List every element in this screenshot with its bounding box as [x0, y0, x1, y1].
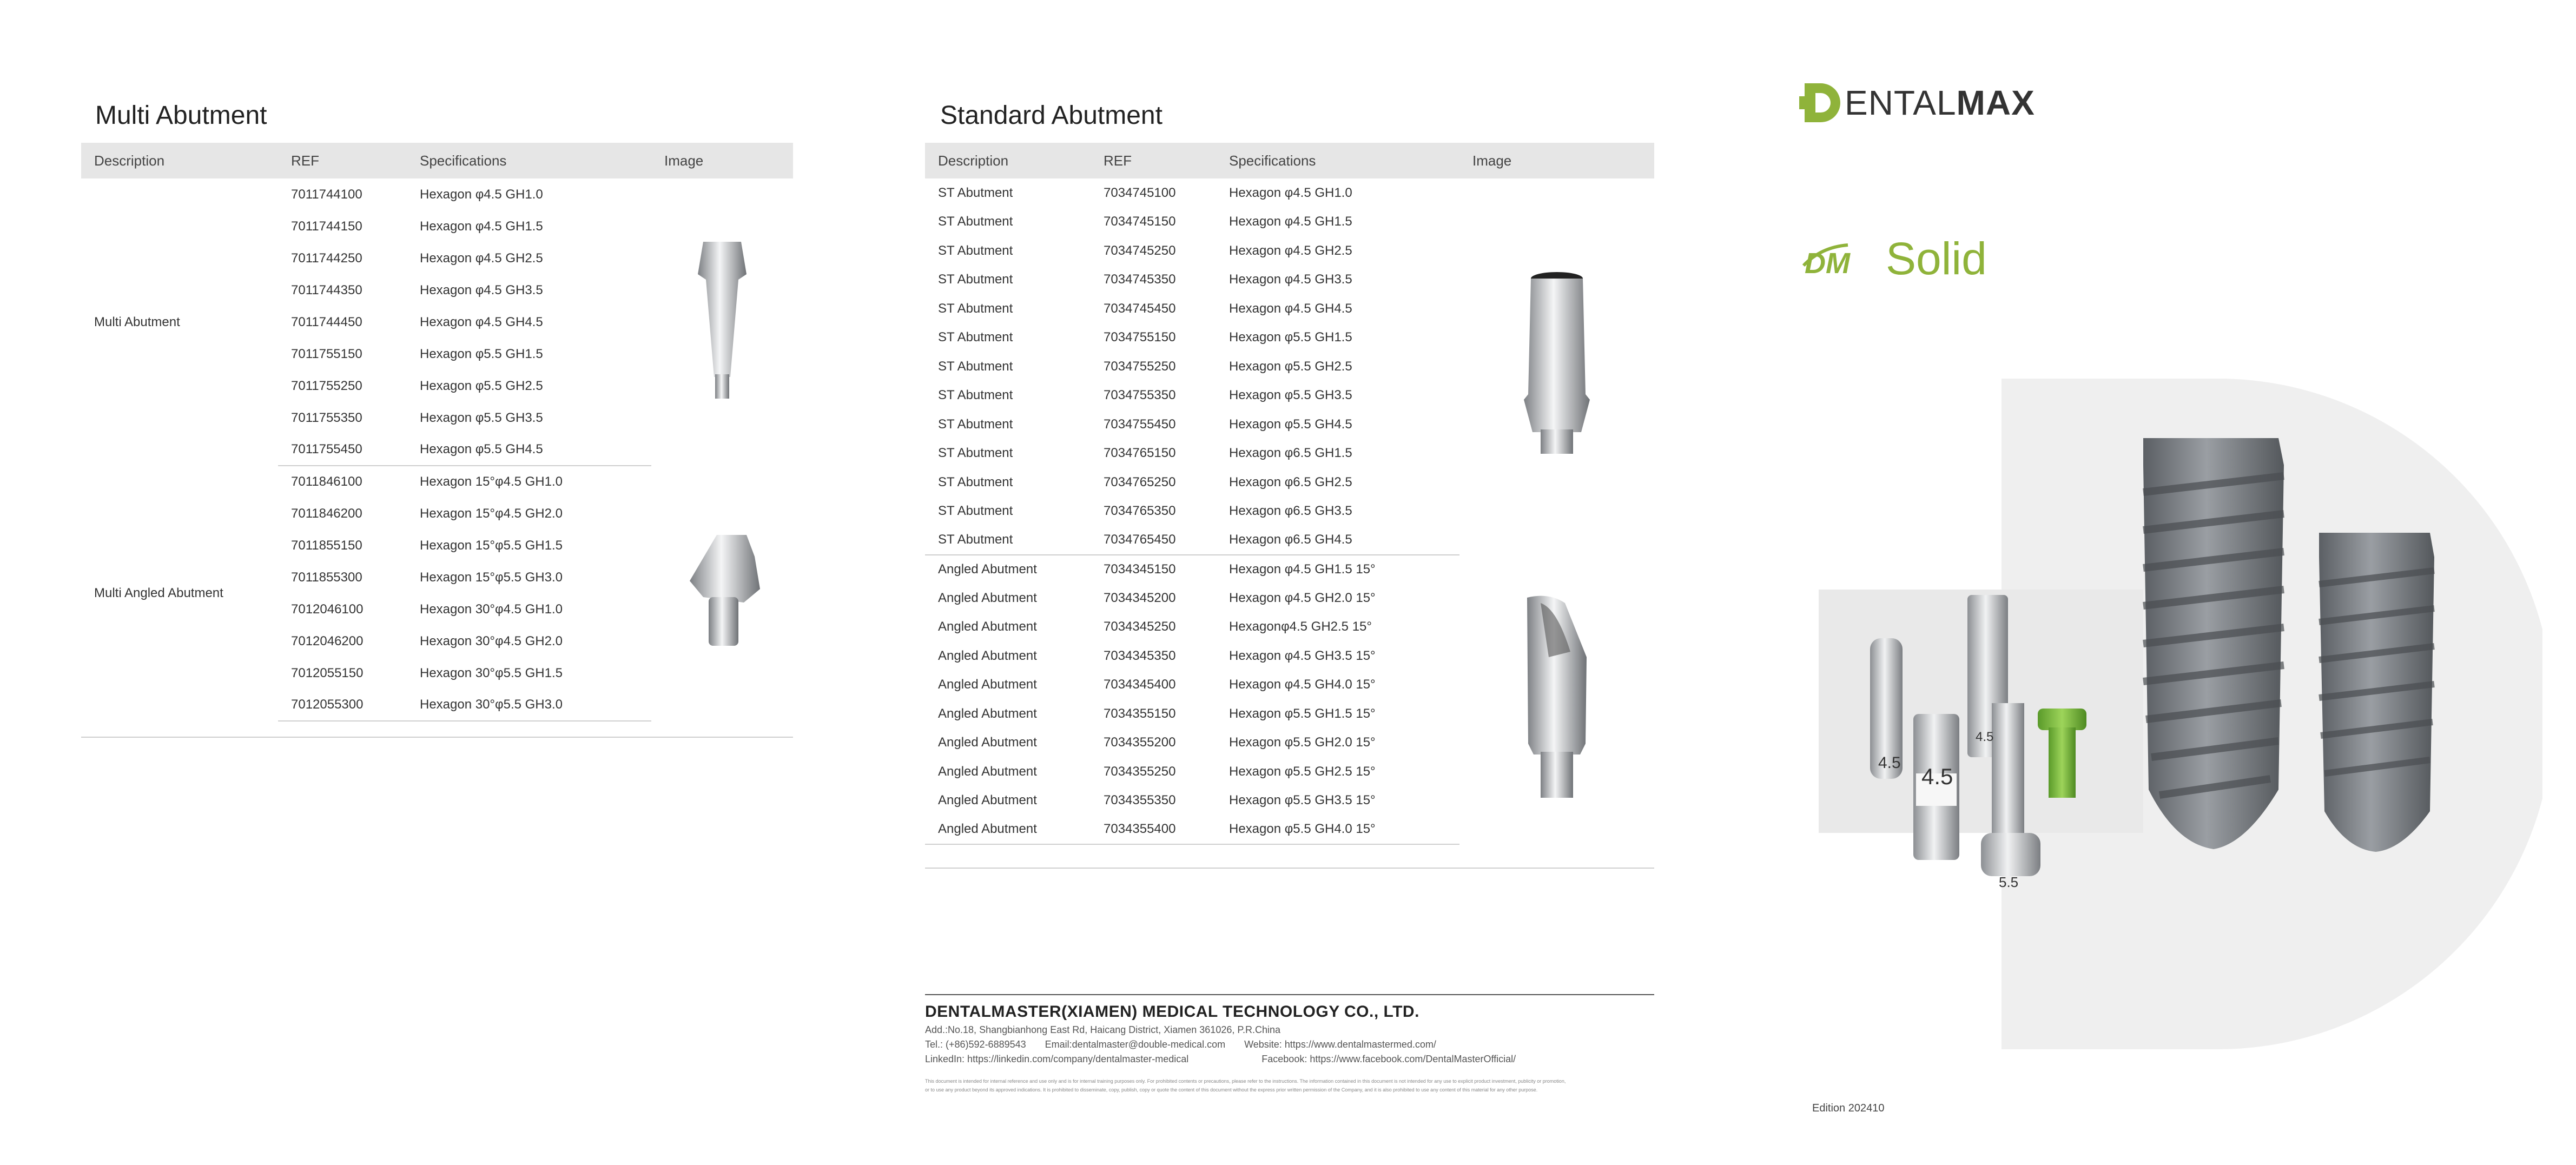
multi-angled-abutment-image	[679, 529, 765, 654]
row-ref: 7012055300	[278, 689, 407, 721]
st-abutment-image	[1522, 270, 1592, 459]
row-ref: 7011744100	[291, 187, 362, 202]
company-email[interactable]: Email:dentalmaster@double-medical.com	[1045, 1039, 1226, 1050]
row-specification: Hexagon 15°φ5.5 GH3.0	[420, 570, 563, 585]
row-description: ST Abutment	[938, 272, 1013, 287]
row-ref: 7011855150	[291, 538, 362, 553]
row-description: Angled Abutment	[938, 735, 1037, 750]
multi-abutment-image	[687, 236, 757, 404]
company-info	[925, 994, 1654, 1094]
row-description: ST Abutment	[938, 301, 1013, 316]
row-ref: 7011755250	[291, 378, 362, 393]
row-specification: Hexagon 15°φ4.5 GH1.0	[420, 474, 563, 489]
size-label: 4.5	[1921, 764, 1953, 789]
row-ref: 7034745150	[1104, 214, 1176, 229]
row-specification: Hexagon 30°φ5.5 GH1.5	[420, 665, 563, 680]
company-social-line	[925, 1054, 1654, 1065]
row-specification: Hexagon φ6.5 GH2.5	[1229, 474, 1352, 489]
row-specification: Hexagon φ4.5 GH1.5 15°	[1229, 561, 1376, 577]
row-specification: Hexagon 15°φ5.5 GH1.5	[420, 538, 563, 553]
size-label: 5.5	[1999, 874, 2019, 890]
row-ref: 7011744450	[291, 314, 362, 329]
solid-wordmark: Solid	[1886, 233, 1987, 284]
row-ref: 7034355400	[1091, 815, 1216, 844]
row-ref: 7034745350	[1104, 272, 1176, 287]
col-image: Image	[1459, 143, 1654, 178]
row-ref: 7034765350	[1104, 504, 1176, 519]
brand-wordmark-bold: MAX	[1956, 83, 2035, 122]
row-description: Angled Abutment	[938, 590, 1037, 605]
company-tel: Tel.: (+86)592-6889543	[925, 1039, 1026, 1050]
size-label: 4.5	[1878, 754, 1901, 772]
row-specification: Hexagon φ4.5 GH1.0	[1229, 185, 1352, 200]
row-description: ST Abutment	[938, 446, 1013, 461]
row-specification: Hexagon φ5.5 GH2.5 15°	[1229, 764, 1376, 779]
row-ref: 7012046200	[291, 633, 364, 648]
row-ref: 7011846200	[291, 506, 362, 521]
company-name: DENTALMASTER(XIAMEN) MEDICAL TECHNOLOGY CO., LTD.	[925, 1003, 1419, 1021]
row-specification: Hexagon 30°φ5.5 GH3.0	[407, 689, 651, 721]
col-specifications: Specifications	[1216, 143, 1459, 178]
row-description: ST Abutment	[938, 243, 1013, 258]
table-spacer-row	[925, 844, 1654, 868]
company-website[interactable]: Website: https://www.dentalmastermed.com/	[1244, 1039, 1436, 1050]
row-ref: 7011744150	[291, 219, 362, 234]
company-address: Add.:No.18, Shangbianhong East Rd, Haicang District, Xiamen 361026, P.R.China	[925, 1024, 1281, 1035]
row-description: Multi Abutment	[94, 314, 180, 329]
row-ref: 7034765450	[1091, 526, 1216, 555]
row-ref: 7011855300	[291, 570, 362, 585]
medium-implant	[2319, 533, 2434, 852]
brand-wordmark-light: ENTAL	[1845, 83, 1957, 122]
row-ref: 7034765150	[1104, 446, 1176, 461]
col-specifications: Specifications	[407, 143, 651, 178]
row-ref: 7012046100	[291, 601, 364, 617]
row-ref: 7034345400	[1104, 677, 1176, 692]
row-ref: 7034355250	[1104, 764, 1176, 779]
standard-title: Standard Abutment	[940, 101, 1162, 130]
company-contact-line	[925, 1039, 1654, 1050]
row-specification: Hexagon φ4.5 GH1.0	[420, 187, 543, 202]
row-specification: Hexagon φ5.5 GH1.5	[1229, 330, 1352, 345]
row-specification: Hexagon φ5.5 GH3.5	[420, 410, 543, 425]
row-specification: Hexagon φ5.5 GH2.5	[420, 378, 543, 393]
row-ref: 7034345200	[1104, 590, 1176, 605]
col-description: Description	[925, 143, 1091, 178]
size-label: 4.5	[1976, 730, 1994, 744]
row-specification: Hexagon φ6.5 GH3.5	[1229, 504, 1352, 519]
row-ref: 7034755450	[1104, 416, 1176, 432]
row-specification: Hexagon φ5.5 GH1.5	[420, 346, 543, 361]
table-row	[81, 466, 793, 498]
row-description: ST Abutment	[938, 504, 1013, 519]
row-specification: Hexagon φ4.5 GH1.5	[1229, 214, 1352, 229]
row-description: Angled Abutment	[938, 764, 1037, 779]
col-image: Image	[651, 143, 793, 178]
row-specification: Hexagon φ6.5 GH1.5	[1229, 446, 1352, 461]
row-specification: Hexagon φ4.5 GH4.0 15°	[1229, 677, 1376, 692]
row-specification: Hexagon 30°φ4.5 GH1.0	[420, 601, 563, 617]
row-specification: Hexagonφ4.5 GH2.5 15°	[1229, 619, 1372, 634]
row-description: Angled Abutment	[938, 793, 1037, 808]
row-ref: 7034345350	[1104, 648, 1176, 663]
row-description: Angled Abutment	[938, 619, 1037, 634]
row-ref: 7011744250	[291, 250, 362, 266]
green-healing-cap	[2038, 709, 2086, 798]
row-specification: Hexagon φ4.5 GH4.5	[420, 314, 543, 329]
row-description: ST Abutment	[938, 330, 1013, 345]
row-specification: Hexagon φ4.5 GH2.5	[1229, 243, 1352, 258]
brand-wordmark	[1845, 83, 2035, 123]
row-description: Multi Angled Abutment	[94, 586, 223, 600]
row-description: Angled Abutment	[938, 677, 1037, 692]
row-ref: 7034355200	[1104, 735, 1176, 750]
abutment-components	[1870, 595, 2040, 890]
row-description: ST Abutment	[925, 526, 1091, 555]
row-description: Angled Abutment	[938, 706, 1037, 721]
company-facebook[interactable]: Facebook: https://www.facebook.com/DentalMasterOfficial/	[1261, 1054, 1516, 1064]
row-image-cell	[1459, 178, 1654, 555]
row-description: ST Abutment	[938, 474, 1013, 489]
row-specification: Hexagon φ4.5 GH2.0 15°	[1229, 590, 1376, 605]
dm-mark-icon	[1799, 237, 1886, 281]
dm-solid-logo	[1799, 233, 1987, 285]
row-ref: 7034745250	[1104, 243, 1176, 258]
row-ref: 7034755350	[1104, 388, 1176, 403]
row-image-cell	[651, 466, 793, 721]
implant-products-image	[1819, 422, 2489, 898]
row-specification: Hexagon φ4.5 GH3.5	[420, 282, 543, 297]
disclaimer-line: This document is intended for internal reference and use only and is for internal training purposes only. For prohibited contents or precautions, please refer to the instructions. The information contained in this document is not intended for any use to explicit product investment, publicity or promotion,	[925, 1078, 1566, 1084]
angled-abutment-image	[1516, 592, 1597, 803]
row-description: ST Abutment	[938, 214, 1013, 229]
dm-mark-text: DM	[1805, 247, 1850, 280]
row-description: ST Abutment	[938, 359, 1013, 374]
large-implant	[2143, 438, 2284, 849]
company-linkedin[interactable]: LinkedIn: https://linkedin.com/company/dentalmaster-medical	[925, 1054, 1189, 1064]
dentalmax-mark-icon	[1799, 81, 1845, 124]
row-description: ST Abutment	[938, 185, 1013, 200]
col-description: Description	[81, 143, 278, 178]
row-ref: 7012055150	[291, 665, 364, 680]
row-specification: Hexagon φ5.5 GH2.5	[1229, 359, 1352, 374]
col-ref: REF	[1091, 143, 1216, 178]
table-row	[925, 555, 1654, 584]
row-specification: Hexagon φ5.5 GH3.5 15°	[1229, 793, 1376, 808]
row-image-cell	[651, 178, 793, 466]
row-specification: Hexagon φ5.5 GH4.0 15°	[1216, 815, 1459, 844]
row-specification: Hexagon φ4.5 GH3.5	[1229, 272, 1352, 287]
row-specification: Hexagon φ4.5 GH1.5	[420, 219, 543, 234]
row-specification: Hexagon φ6.5 GH4.5	[1216, 526, 1459, 555]
row-ref: 7011846100	[291, 474, 362, 489]
row-specification: Hexagon φ4.5 GH4.5	[1229, 301, 1352, 316]
row-ref: 7034745100	[1104, 185, 1176, 200]
table-spacer-row	[81, 721, 793, 737]
row-ref: 7034755150	[1104, 330, 1176, 345]
table-row	[925, 178, 1654, 208]
multi-abutment-table	[81, 143, 793, 738]
row-description: ST Abutment	[938, 416, 1013, 432]
standard-abutment-table	[925, 143, 1654, 869]
row-ref: 7011744350	[291, 282, 362, 297]
row-specification: Hexagon φ4.5 GH2.5	[420, 250, 543, 266]
row-ref: 7011755150	[291, 346, 362, 361]
row-ref: 7034345150	[1104, 561, 1176, 577]
row-specification: Hexagon φ5.5 GH1.5 15°	[1229, 706, 1376, 721]
row-specification: Hexagon φ5.5 GH4.5	[1229, 416, 1352, 432]
row-ref: 7011755450	[278, 434, 407, 466]
table-spacer-cell	[925, 844, 1654, 868]
edition-label: Edition 202410	[1812, 1102, 1885, 1114]
table-header-row	[925, 143, 1654, 178]
row-specification: Hexagon 15°φ4.5 GH2.0	[420, 506, 563, 521]
row-description: Angled Abutment	[938, 648, 1037, 663]
col-ref: REF	[278, 143, 407, 178]
multi-title: Multi Abutment	[95, 101, 267, 130]
row-specification: Hexagon φ5.5 GH2.0 15°	[1229, 735, 1376, 750]
row-specification: Hexagon 30°φ4.5 GH2.0	[420, 633, 563, 648]
row-specification: Hexagon φ4.5 GH3.5 15°	[1229, 648, 1376, 663]
row-ref: 7034745450	[1104, 301, 1176, 316]
row-ref: 7034765250	[1104, 474, 1176, 489]
row-specification: Hexagon φ5.5 GH4.5	[407, 434, 651, 466]
row-description: ST Abutment	[938, 388, 1013, 403]
dentalmax-logo	[1799, 81, 2035, 124]
table-spacer-cell	[81, 721, 793, 737]
row-ref: 7034345250	[1104, 619, 1176, 634]
row-ref: 7034755250	[1104, 359, 1176, 374]
row-ref: 7034355150	[1104, 706, 1176, 721]
row-image-cell	[1459, 555, 1654, 844]
disclaimer-line: or to use any product beyond its approved indications. It is prohibited to disseminate, copy, publish, copy or quote the content of this document without the express prior written permission of the Company, and it is also prohibited to use any content of this material for any other purpose.	[925, 1087, 1538, 1093]
row-description: Angled Abutment	[938, 561, 1037, 577]
disclaimer	[925, 1077, 1654, 1094]
table-row	[81, 178, 793, 210]
row-ref: 7034355350	[1104, 793, 1176, 808]
table-header-row	[81, 143, 793, 178]
row-specification: Hexagon φ5.5 GH3.5	[1229, 388, 1352, 403]
row-ref: 7011755350	[291, 410, 362, 425]
row-description: Angled Abutment	[925, 815, 1091, 844]
